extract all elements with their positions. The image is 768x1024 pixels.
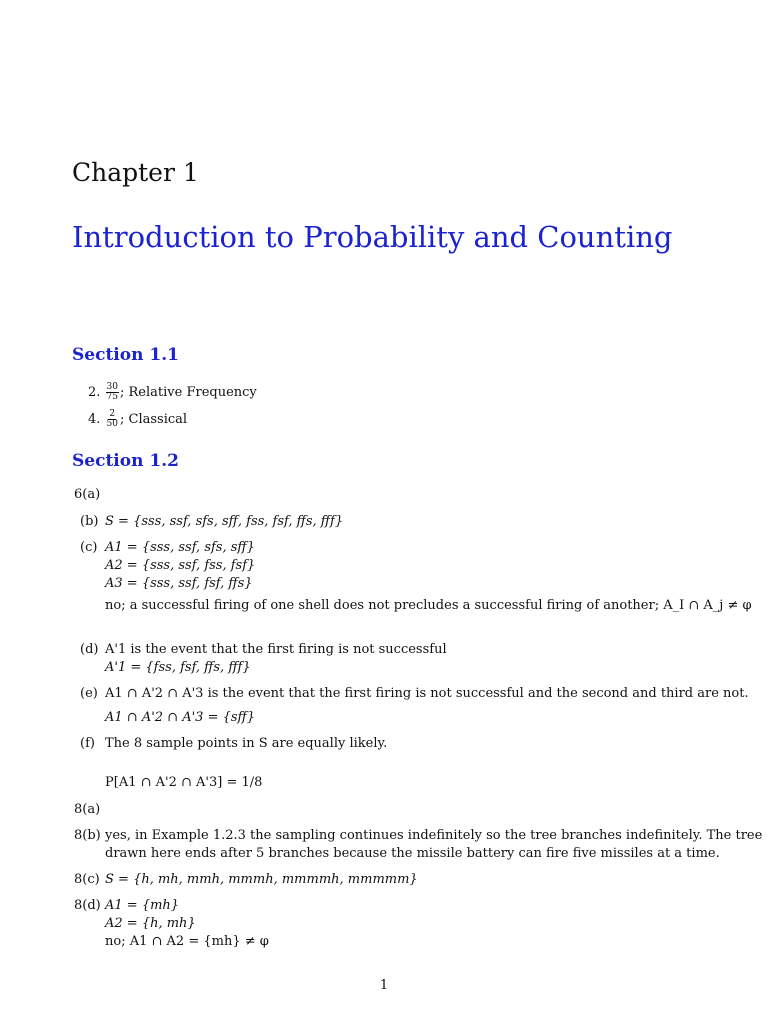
section-heading-1-1: Section 1.1 <box>72 345 179 365</box>
label-8b: 8(b) <box>74 828 101 843</box>
event-8d-a2: A2 = {h, mh} <box>105 916 196 931</box>
probability-6f: P[A1 ∩ A'2 ∩ A'3] = 1/8 <box>105 775 263 790</box>
event-a2: A2 = {sss, ssf, fss, fsf} <box>105 558 256 573</box>
answer-2 <box>88 383 257 402</box>
text-8b-line2: drawn here ends after 5 branches because the missile battery can fire five missiles at a time. <box>105 846 720 861</box>
text-6e: A1 ∩ A'2 ∩ A'3 is the event that the first firing is not successful and the second and third are not. <box>105 686 749 701</box>
text-8b-line1: yes, in Example 1.2.3 the sampling continues indefinitely so the tree branches indefinitely. The tree <box>105 828 763 843</box>
fraction: $\frac{2}{50}$ <box>106 409 118 429</box>
event-a1: A1 = {sss, ssf, sfs, sff} <box>105 540 255 555</box>
note-8d: no; A1 ∩ A2 = {mh} ≠ φ <box>105 934 269 949</box>
label-8d: 8(d) <box>74 898 101 913</box>
label-8c: 8(c) <box>74 872 100 887</box>
answer-text: ; Classical <box>120 412 188 427</box>
event-a3: A3 = {sss, ssf, fsf, ffs} <box>105 576 253 591</box>
note-6c: no; a successful firing of one shell does not precludes a successful firing of another; A_I ∩ A_j ≠ φ <box>105 598 752 613</box>
item-number: 2. <box>88 385 101 400</box>
label-6f: (f) <box>80 736 95 751</box>
fraction: $\frac{30}{75}$ <box>106 382 118 402</box>
label-6b: (b) <box>80 514 99 529</box>
problem-6a: 6(a) <box>74 487 101 502</box>
label-6c: (c) <box>80 540 98 555</box>
label-6d: (d) <box>80 642 99 657</box>
event-8d-a1: A1 = {mh} <box>105 898 180 913</box>
answer-4 <box>88 410 187 429</box>
set-6d: A'1 = {fss, fsf, ffs, fff} <box>105 660 251 675</box>
chapter-label: Chapter 1 <box>72 158 199 187</box>
answer-text: ; Relative Frequency <box>120 385 257 400</box>
sample-space-6b: S = {sss, ssf, sfs, sff, fss, fsf, ffs, fff} <box>105 514 344 529</box>
page-number: 1 <box>379 978 389 993</box>
problem-8a: 8(a) <box>74 802 101 817</box>
set-6e: A1 ∩ A'2 ∩ A'3 = {sff} <box>105 710 256 725</box>
sample-space-8c: S = {h, mh, mmh, mmmh, mmmmh, mmmmm} <box>105 872 418 887</box>
text-6f: The 8 sample points in S are equally likely. <box>105 736 388 751</box>
section-heading-1-2: Section 1.2 <box>72 451 179 471</box>
text-6d: A'1 is the event that the first firing is not successful <box>105 642 447 657</box>
chapter-title: Introduction to Probability and Counting <box>72 220 673 254</box>
item-number: 4. <box>88 412 101 427</box>
label-6e: (e) <box>80 686 98 701</box>
